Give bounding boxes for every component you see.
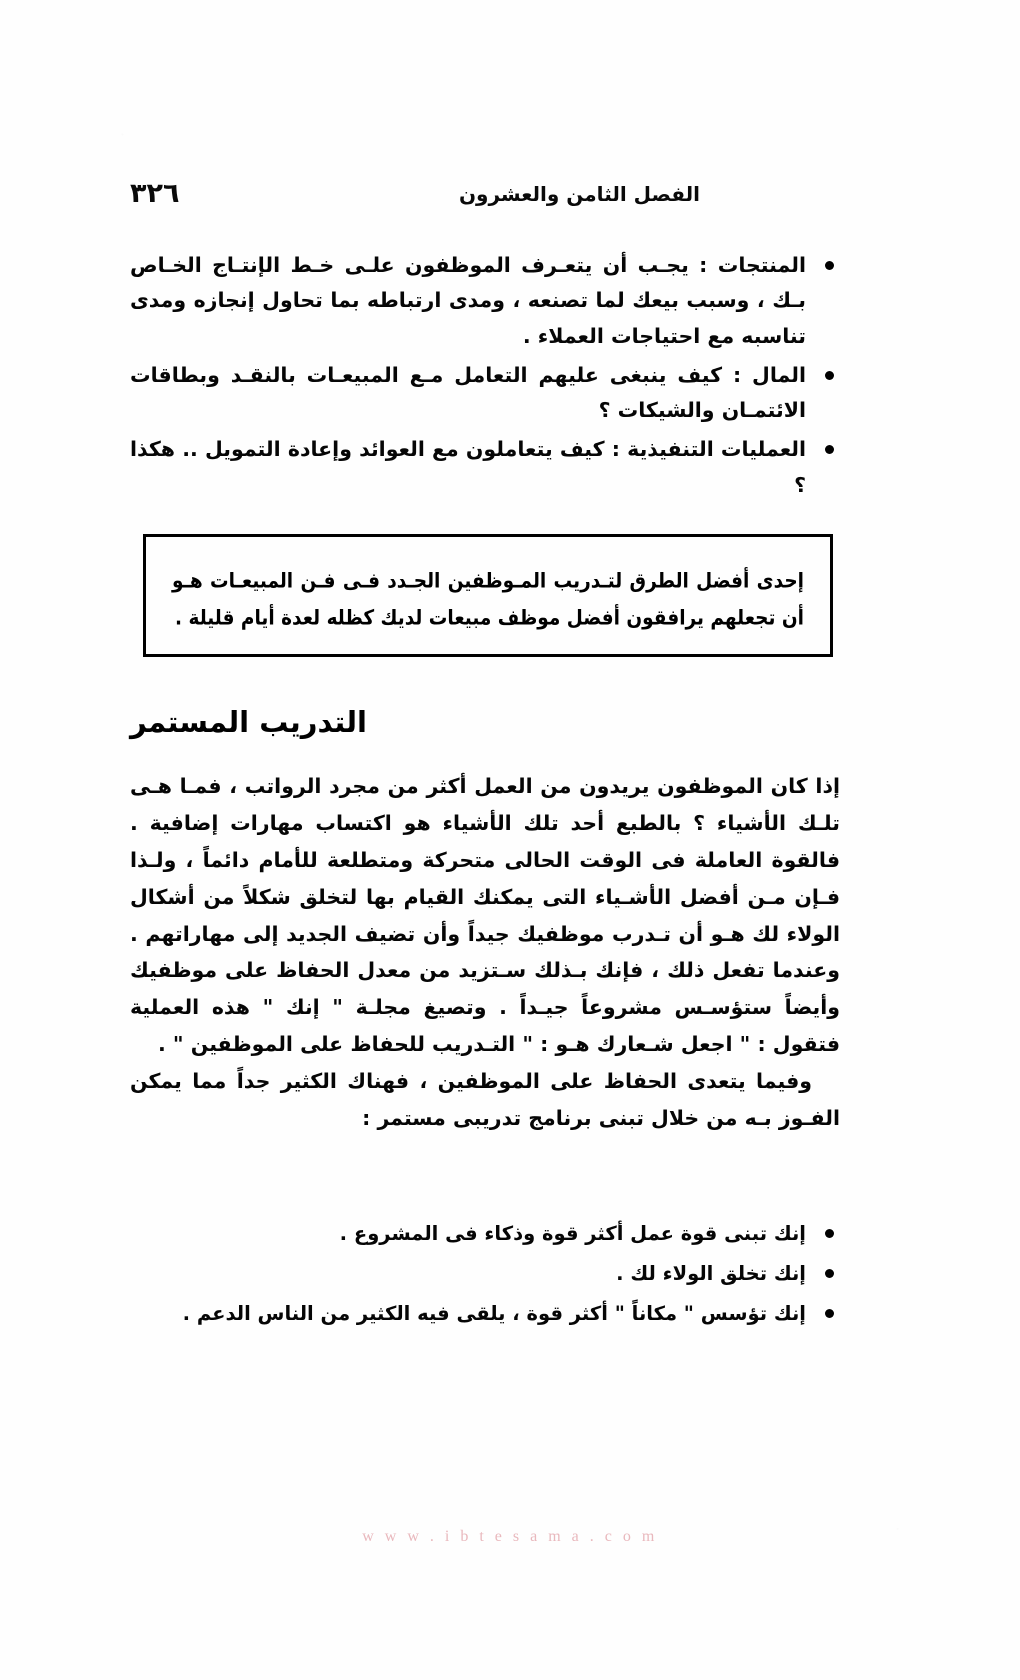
page-number: ٣٢٦	[130, 178, 180, 209]
list-item	[130, 1258, 840, 1289]
list-item-text: إنك تخلق الولاء لك .	[616, 1262, 806, 1286]
bullet-dot-icon	[825, 1229, 834, 1238]
top-bullet-section	[130, 248, 840, 507]
bullet-dot-icon	[825, 1269, 834, 1278]
list-item-text: العمليات التنفيذية : كيف يتعاملون مع العوائد وإعادة التمويل .. هكذا ؟	[130, 437, 806, 497]
list-item-text: المال : كيف ينبغى عليهم التعامل مـع المبيعـات بالنقـد وبطاقات الائتمـان والشيكات ؟	[130, 362, 806, 422]
list-item-text: إنك تؤسس " مكاناً " أكثر قوة ، يلقى فيه الكثير من الناس الدعم .	[182, 1302, 806, 1326]
list-item	[130, 1298, 840, 1329]
tail-bullet-section	[130, 1218, 840, 1339]
bullet-dot-icon	[825, 261, 834, 270]
tail-bullet-list	[130, 1218, 840, 1330]
paragraph: إذا كان الموظفون يريدون من العمل أكثر من مجرد الرواتب ، فمـا هـى تلـك الأشياء ؟ بالطبع أحد تلك الأشياء هو اكتساب مهارات إضافية . فالقوة العاملة فى الوقت الحالى متحركة ومتطلعة للأمام دائماً ، ولـذا فـإن مـن أفضل الأشـياء التى يمكنك القيام بها لتخلق شكلاً من أشكال الولاء لك هـو أن تـدرب موظفيك جيداً وأن تضيف الجديد إلى مهاراتهم . وعندما تفعل ذلك ، فإنك بـذلك سـتزيد من معدل الحفاظ على موظفيك وأيضاً ستؤسـس مشروعاً جيـداً . وتصيغ مجلـة " إنك " هذه العملية فتقول : " اجعل شـعارك هـو : " التـدريب للحفاظ على الموظفين " .	[130, 774, 840, 1057]
pull-quote-text: إحدى أفضل الطرق لتـدريب المـوظفين الجـدد فـى فـن المبيعـات هـو أن تجعلهم يرافقون أفضل موظف مبيعات لديك كظله لعدة أيام قليلة .	[172, 569, 804, 630]
section-heading: التدريب المستمر	[130, 705, 367, 739]
bullet-dot-icon	[825, 445, 834, 454]
pull-quote-box	[143, 534, 833, 657]
list-item	[130, 1218, 840, 1249]
list-item-text: إنك تبنى قوة عمل أكثر قوة وذكاء فى المشروع .	[339, 1222, 806, 1245]
paragraph: وفيما يتعدى الحفاظ على الموظفين ، فهناك الكثير جداً مما يمكن الفـوز بـه من خلال تبنى برنامج تدريبى مستمر :	[130, 1069, 840, 1131]
site-watermark: w w w . i b t e s a m a . c o m	[362, 1528, 658, 1545]
chapter-title: الفصل الثامن والعشرون	[458, 182, 700, 206]
body-copy	[130, 768, 840, 1137]
list-item	[130, 432, 840, 503]
list-item-text: المنتجات : يجـب أن يتعـرف الموظفون علـى خـط الإنتـاج الخـاص بـك ، وسبب بيعك لما تصنعه ، ومدى ارتباطه بما تحاول إنجازه ومدى تناسبه مع احتياجات العملاء .	[130, 253, 806, 348]
bullet-dot-icon	[825, 371, 834, 380]
list-item	[130, 248, 840, 354]
top-bullet-list	[130, 248, 840, 503]
running-head	[130, 178, 880, 218]
list-item	[130, 358, 840, 429]
bullet-dot-icon	[825, 1309, 834, 1318]
